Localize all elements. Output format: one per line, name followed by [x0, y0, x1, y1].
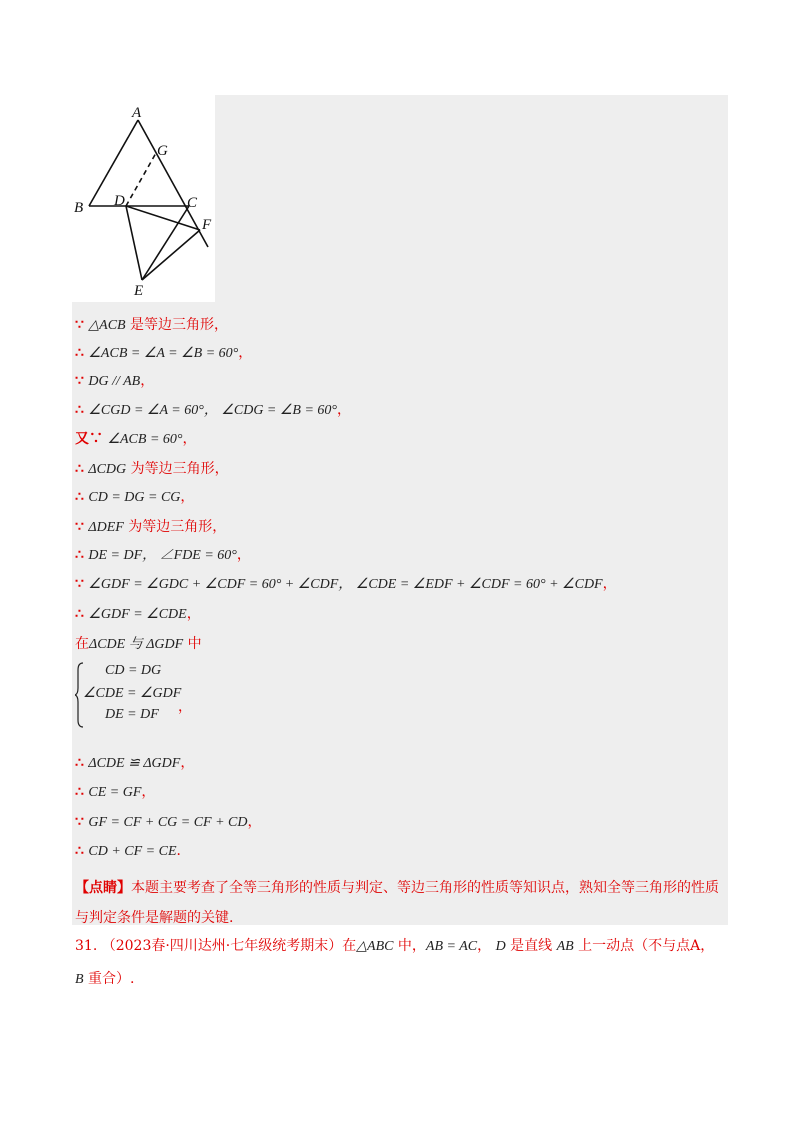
- proof-line: [75, 545, 251, 566]
- math-expression: ∠GDF = ∠CDE: [88, 607, 187, 622]
- proof-text: ，: [180, 489, 195, 505]
- proof-line: [75, 429, 197, 450]
- proof-line: [75, 574, 617, 595]
- equation-1: CD = DG: [105, 663, 162, 678]
- key-point-note: [75, 873, 725, 933]
- because-symbol: ∵: [75, 519, 84, 535]
- therefore-symbol: ∴: [75, 843, 84, 859]
- proof-text: 中: [183, 636, 202, 652]
- therefore-symbol: ∴: [75, 784, 84, 800]
- proof-line: [75, 634, 202, 655]
- question-source: （2023春·四川达州·七年级统考期末）在: [101, 938, 357, 954]
- segment-ac-extended: [138, 120, 208, 247]
- math-expression: DE = DF， ∠FDE = 60°: [88, 548, 237, 563]
- math-expression: CE = GF: [88, 785, 142, 800]
- math-expression: ΔCDG: [88, 462, 127, 477]
- question-text: 上一动点（不与点A，: [573, 938, 715, 954]
- proof-text: ，: [247, 814, 262, 830]
- math-expression: AB: [556, 939, 574, 954]
- triangle-diagram: [72, 95, 215, 302]
- label-g: G: [157, 143, 168, 159]
- label-e: E: [134, 283, 144, 299]
- segment-de: [126, 206, 142, 280]
- proof-line: [75, 782, 155, 803]
- math-expression: CD = DG = CG: [88, 490, 181, 505]
- label-a: A: [132, 105, 142, 121]
- therefore-symbol: ∴: [75, 489, 84, 505]
- proof-text: ，: [186, 606, 201, 622]
- question-text: ，: [477, 938, 496, 954]
- proof-text: ，: [236, 547, 251, 563]
- proof-line: [75, 841, 191, 862]
- proof-line: [75, 315, 228, 336]
- proof-line: [75, 343, 252, 364]
- therefore-symbol: ∴: [75, 606, 84, 622]
- label-b: B: [74, 200, 84, 216]
- because-symbol: 又∵: [75, 431, 103, 447]
- equation-2: ∠CDE = ∠GDF: [83, 686, 182, 701]
- proof-text: 在: [75, 636, 89, 652]
- label-f: F: [202, 217, 212, 233]
- proof-line: [75, 459, 229, 480]
- proof-text: ，: [180, 755, 195, 771]
- proof-text: ，: [182, 431, 197, 447]
- math-expression: B: [75, 972, 84, 987]
- therefore-symbol: ∴: [75, 755, 84, 771]
- math-expression: DG // AB: [88, 374, 141, 389]
- because-symbol: ∵: [75, 317, 84, 333]
- geometry-figure: [72, 95, 215, 302]
- proof-text: ，: [141, 784, 156, 800]
- proof-line: [75, 604, 201, 625]
- proof-text: ，: [337, 402, 352, 418]
- math-expression: ΔDEF: [88, 520, 124, 535]
- therefore-symbol: ∴: [75, 461, 84, 477]
- segment-dg-dashed: [126, 153, 156, 206]
- note-tag: 【点睛】: [75, 880, 131, 896]
- math-expression: GF = CF + CG = CF + CD: [88, 815, 248, 830]
- proof-line: [75, 371, 154, 392]
- math-expression: ∠CGD = ∠A = 60°， ∠CDG = ∠B = 60°: [88, 403, 338, 418]
- proof-line: [75, 753, 194, 774]
- because-symbol: ∵: [75, 576, 84, 592]
- math-expression: ∠ACB = ∠A = ∠B = 60°: [88, 346, 239, 361]
- label-d: D: [114, 193, 125, 209]
- question-text: 中，: [393, 938, 426, 954]
- math-expression: AB = AC: [425, 939, 478, 954]
- question-number: 31.: [75, 938, 98, 954]
- math-expression: ∠ACB = 60°: [107, 432, 183, 447]
- math-expression: ∠GDF = ∠GDC + ∠CDF = 60° + ∠CDF， ∠CDE = ∠EDF + ∠CDF = 60° + ∠CDF: [88, 577, 603, 592]
- therefore-symbol: ∴: [75, 345, 84, 361]
- therefore-symbol: ∴: [75, 547, 84, 563]
- proof-text: ，: [140, 373, 155, 389]
- proof-text: ，: [178, 699, 192, 715]
- proof-text: ，: [238, 345, 253, 361]
- proof-text: 为等边三角形，: [123, 519, 227, 535]
- proof-line: [75, 400, 351, 421]
- proof-text: 为等边三角形，: [126, 461, 229, 477]
- math-expression: CD + CF = CE: [88, 844, 177, 859]
- segment-ec: [142, 206, 189, 280]
- question-text: 是直线: [505, 938, 557, 954]
- math-expression: D: [495, 939, 506, 954]
- proof-text: 是等边三角形，: [125, 317, 229, 333]
- proof-line: [75, 517, 226, 538]
- therefore-symbol: ∴: [75, 402, 84, 418]
- proof-line: [75, 812, 262, 833]
- equation-system: [75, 660, 235, 730]
- because-symbol: ∵: [75, 814, 84, 830]
- segment-ef: [142, 230, 200, 280]
- proof-text: ．: [176, 843, 191, 859]
- label-c: C: [187, 195, 198, 211]
- math-expression: △ACB: [88, 318, 126, 333]
- question-31: [75, 930, 725, 996]
- proof-text: ，: [602, 576, 617, 592]
- question-text: 重合）.: [83, 971, 135, 987]
- proof-line: [75, 487, 194, 508]
- math-expression: △ABC: [356, 939, 394, 954]
- math-expression: ΔCDE ≌ ΔGDF: [88, 756, 181, 771]
- math-expression: ΔCDE 与 ΔGDF: [89, 637, 184, 652]
- because-symbol: ∵: [75, 373, 84, 389]
- equation-3: DE = DF: [105, 707, 159, 722]
- note-text: 本题主要考查了全等三角形的性质与判定、等边三角形的性质等知识点，熟知全等三角形的性质与判定条件是解题的关键.: [75, 880, 719, 926]
